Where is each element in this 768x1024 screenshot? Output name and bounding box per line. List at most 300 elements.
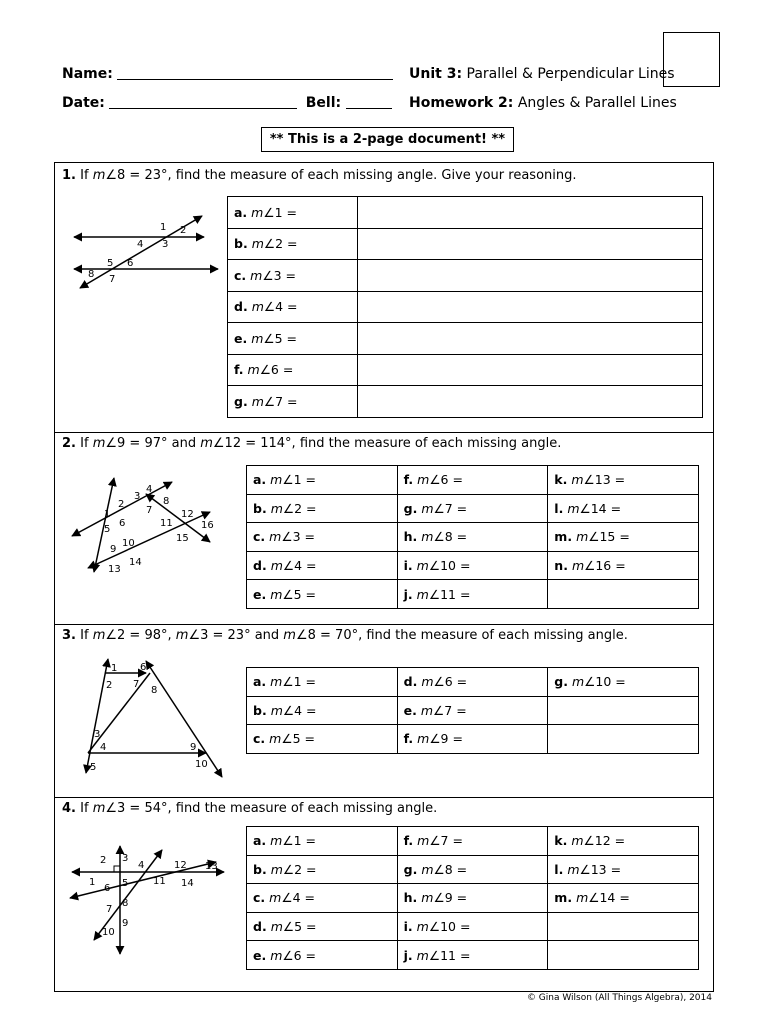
angle-symbol: ∠ — [282, 472, 294, 488]
angle-label: 8 — [88, 269, 95, 280]
measure-m: m — [251, 299, 264, 315]
item-letter: e. — [234, 330, 248, 346]
angle-expression: 4 = — [275, 299, 298, 315]
empty-cell — [548, 941, 699, 970]
item-letter: c. — [253, 890, 266, 906]
measure-m: m — [576, 529, 589, 545]
angle-expression: 10 = — [440, 919, 471, 935]
item-letter: k. — [554, 472, 568, 488]
answer-field[interactable] — [358, 291, 703, 323]
angle-label: 8 — [122, 898, 129, 909]
angle-symbol: ∠ — [282, 919, 295, 935]
item-letter: f. — [403, 833, 414, 849]
measure-m: m — [270, 833, 283, 849]
measure-m: m — [269, 529, 282, 545]
prompt-text: 9 = 97° and — [117, 436, 197, 451]
angle-symbol: ∠ — [282, 558, 295, 574]
angle-symbol: ∠ — [428, 919, 441, 935]
angle-expression: 7 = — [444, 702, 467, 718]
angle-label: 16 — [201, 520, 214, 531]
angle-symbol: ∠ — [584, 558, 596, 574]
item-letter: n. — [554, 558, 568, 574]
table-row — [228, 228, 703, 260]
measure-m: m — [416, 586, 429, 602]
angle-label: 12 — [181, 509, 194, 520]
angle-symbol: ∠ — [263, 204, 275, 220]
angle-label: 4 — [137, 239, 144, 250]
angle-label: 13 — [108, 564, 121, 575]
prompt-text: 3 = 54°, find the measure of each missing angle. — [117, 801, 438, 816]
table-row — [247, 827, 699, 856]
table-row — [247, 551, 699, 580]
angle-label: 13 — [205, 861, 218, 872]
table-row — [247, 696, 699, 725]
angle-expression: 6 = — [444, 674, 468, 690]
answer-field[interactable] — [358, 323, 703, 355]
measure-m: m — [576, 890, 589, 906]
item-letter: i. — [403, 558, 413, 574]
item-letter: d. — [253, 558, 267, 574]
table-row — [247, 725, 699, 754]
measure-m: m — [416, 558, 429, 574]
angle-symbol: ∠ — [583, 472, 595, 488]
angle-symbol: ∠ — [429, 833, 441, 849]
name-field[interactable] — [117, 66, 393, 80]
bell-field[interactable] — [346, 95, 392, 109]
angle-symbol: ∠ — [433, 500, 445, 516]
angle-symbol: ∠ — [188, 628, 201, 643]
angle-expression: 16 = — [595, 558, 626, 574]
answer-cell[interactable] — [397, 855, 548, 884]
angle-label: 11 — [153, 876, 166, 887]
angle-expression: 9 = — [444, 890, 468, 906]
measure-m: m — [247, 362, 260, 378]
angle-expression: 11 = — [440, 947, 471, 963]
measure-m: m — [270, 558, 283, 574]
angle-symbol: ∠ — [263, 299, 276, 315]
angle-label: 8 — [163, 496, 170, 507]
empty-cell — [548, 580, 699, 609]
measure-m: m — [250, 267, 263, 283]
item-letter: m. — [554, 529, 573, 545]
prompt-text: If — [80, 436, 89, 451]
angle-symbol: ∠ — [105, 628, 118, 643]
angle-symbol: ∠ — [282, 947, 294, 963]
question-number: 2. — [62, 436, 76, 451]
measure-m: m — [417, 472, 430, 488]
angle-symbol: ∠ — [282, 702, 295, 718]
measure-m: m — [571, 674, 585, 690]
item-letter: d. — [253, 919, 267, 935]
item-letter: f. — [403, 731, 414, 747]
prompt-text: 2 = 98°, — [117, 628, 172, 643]
q3-figure — [72, 655, 232, 780]
measure-m: m — [416, 919, 429, 935]
angle-symbol: ∠ — [282, 586, 294, 602]
measure-m: m — [251, 204, 264, 220]
angle-label: 8 — [151, 685, 158, 696]
angle-label: 2 — [118, 499, 125, 510]
answer-cell[interactable] — [247, 580, 398, 609]
angle-expression: 3 = — [292, 529, 315, 545]
answer-cell[interactable] — [397, 696, 548, 725]
angle-symbol: ∠ — [263, 236, 276, 252]
angle-label: 10 — [195, 759, 208, 770]
answer-cell[interactable] — [397, 725, 548, 754]
measure-m: m — [270, 947, 283, 963]
angle-symbol: ∠ — [281, 529, 293, 545]
answer-cell[interactable] — [548, 523, 699, 552]
angle-symbol: ∠ — [281, 731, 293, 747]
item-letter: d. — [234, 299, 248, 315]
answer-cell[interactable] — [247, 523, 398, 552]
item-letter: e. — [253, 947, 267, 963]
measure-m: m — [567, 500, 580, 516]
answer-cell[interactable] — [247, 827, 398, 856]
answer-cell[interactable] — [548, 668, 699, 697]
right-angle-mark — [114, 866, 120, 872]
measure-m: m — [251, 393, 264, 409]
answer-cell[interactable] — [397, 494, 548, 523]
answer-cell[interactable] — [397, 941, 548, 970]
angle-label: 9 — [190, 742, 197, 753]
angle-label: 7 — [106, 904, 113, 915]
measure-m: m — [567, 861, 580, 877]
question-4-prompt: 4. If m∠3 = 54°, find the measure of each missing angle. — [62, 801, 438, 816]
angle-label: 14 — [129, 557, 142, 568]
table-row — [247, 466, 699, 495]
answer-cell[interactable] — [397, 668, 548, 697]
answer-cell[interactable] — [397, 551, 548, 580]
angle-symbol: ∠ — [429, 472, 441, 488]
angle-symbol: ∠ — [584, 674, 596, 690]
answer-cell[interactable] — [548, 855, 699, 884]
angle-label: 5 — [107, 258, 114, 269]
item-letter: f. — [234, 362, 244, 378]
table-row — [228, 354, 703, 386]
answer-cell[interactable] — [397, 580, 548, 609]
angle-label: 4 — [138, 860, 145, 871]
answer-label-cell — [228, 228, 358, 260]
answer-label-cell — [228, 291, 358, 323]
angle-expression: 1 = — [274, 204, 297, 220]
angle-expression: 6 = — [293, 947, 317, 963]
unit-title: Parallel & Perpendicular Lines — [466, 66, 675, 82]
angle-label: 6 — [104, 883, 111, 894]
answer-cell[interactable] — [397, 884, 548, 913]
table-row — [228, 197, 703, 229]
unit-row — [409, 66, 675, 82]
question-3-prompt: 3. If m∠2 = 98°, m∠3 = 23° and m∠8 = 70°, find the measure of each missing angle. — [62, 628, 628, 643]
answer-cell[interactable] — [548, 466, 699, 495]
angle-symbol: ∠ — [433, 890, 445, 906]
name-label: Name: — [62, 66, 113, 82]
measure-m: m — [269, 731, 282, 747]
measure-m: m — [251, 236, 264, 252]
item-letter: b. — [253, 861, 267, 877]
table-row — [247, 912, 699, 941]
answer-cell[interactable] — [397, 466, 548, 495]
angle-symbol: ∠ — [579, 500, 591, 516]
angle-symbol: ∠ — [105, 801, 118, 816]
prompt-text: 3 = 23° and — [200, 628, 280, 643]
measure-m: m — [571, 472, 584, 488]
answer-cell[interactable] — [247, 494, 398, 523]
table-row — [228, 260, 703, 292]
answer-field[interactable] — [358, 228, 703, 260]
q1-figure — [60, 210, 220, 300]
angle-symbol: ∠ — [259, 362, 271, 378]
answer-cell[interactable] — [247, 466, 398, 495]
answer-cell[interactable] — [247, 725, 398, 754]
answer-field[interactable] — [358, 386, 703, 418]
item-letter: l. — [554, 861, 564, 877]
q2-figure — [62, 470, 222, 580]
answer-field[interactable] — [358, 260, 703, 292]
item-letter: g. — [403, 861, 418, 877]
prompt-text: 8 = 23°, find the measure of each missing angle. Give your reasoning. — [117, 168, 577, 183]
angle-expression: 14 = — [599, 890, 630, 906]
item-letter: m. — [554, 890, 573, 906]
item-letter: f. — [403, 472, 414, 488]
angle-label: 15 — [176, 533, 189, 544]
angle-expression: 5 = — [293, 586, 317, 602]
item-letter: h. — [403, 890, 418, 906]
q4-answer-table — [246, 826, 699, 970]
angle-expression: 7 = — [444, 500, 468, 516]
measure-m: m — [270, 586, 283, 602]
answer-cell[interactable] — [397, 912, 548, 941]
measure-m: m — [270, 702, 283, 718]
angle-symbol: ∠ — [429, 731, 441, 747]
item-letter: d. — [403, 674, 418, 690]
page-notice: ** This is a 2-page document! ** — [261, 127, 514, 152]
angle-label: 14 — [181, 878, 194, 889]
angle-label: 4 — [100, 742, 107, 753]
angle-symbol: ∠ — [588, 890, 600, 906]
item-letter: l. — [554, 500, 564, 516]
item-letter: g. — [234, 393, 248, 409]
item-letter: b. — [253, 702, 267, 718]
answer-cell[interactable] — [397, 523, 548, 552]
angle-expression: 5 = — [274, 330, 298, 346]
empty-cell — [548, 696, 699, 725]
angle-symbol: ∠ — [428, 947, 441, 963]
item-letter: e. — [403, 702, 417, 718]
angle-symbol: ∠ — [282, 500, 295, 516]
measure-m: m — [571, 558, 585, 574]
answer-cell[interactable] — [247, 912, 398, 941]
table-row — [247, 580, 699, 609]
angle-expression: 3 = — [273, 267, 296, 283]
item-letter: b. — [234, 236, 248, 252]
item-letter: h. — [403, 529, 418, 545]
angle-symbol: ∠ — [433, 861, 445, 877]
question-number: 3. — [62, 628, 76, 643]
angle-label: 3 — [134, 491, 141, 502]
angle-label: 6 — [127, 258, 134, 269]
angle-symbol: ∠ — [433, 674, 445, 690]
angle-expression: 2 = — [294, 500, 317, 516]
angle-symbol: ∠ — [281, 890, 293, 906]
prompt-text: 12 = 114°, find the measure of each missing angle. — [224, 436, 562, 451]
angle-symbol: ∠ — [579, 861, 591, 877]
measure-m: m — [421, 674, 434, 690]
divider-q3-q4 — [54, 797, 714, 798]
measure-m: m — [421, 500, 434, 516]
angle-expression: 4 = — [294, 702, 317, 718]
angle-expression: 7 = — [275, 393, 298, 409]
answer-cell[interactable] — [548, 827, 699, 856]
angle-label: 3 — [122, 853, 129, 864]
left-side — [86, 659, 108, 773]
angle-label: 6 — [119, 518, 126, 529]
angle-symbol: ∠ — [282, 833, 294, 849]
answer-label-cell — [228, 354, 358, 386]
homework-row — [409, 95, 677, 111]
angle-label: 5 — [90, 762, 97, 773]
angle-expression: 1 = — [293, 674, 316, 690]
table-row — [228, 386, 703, 418]
prompt-text: If — [80, 168, 89, 183]
angle-symbol: ∠ — [263, 393, 276, 409]
angle-expression: 5 = — [292, 731, 315, 747]
angle-label: 1 — [89, 877, 96, 888]
measure-m: m — [270, 472, 283, 488]
table-row — [228, 291, 703, 323]
angle-expression: 8 = — [444, 861, 468, 877]
angle-expression: 11 = — [440, 586, 471, 602]
angle-symbol: ∠ — [212, 436, 225, 451]
answer-cell[interactable] — [548, 494, 699, 523]
angle-label: 7 — [133, 679, 140, 690]
divider-q2-q3 — [54, 624, 714, 625]
measure-m: m — [416, 947, 429, 963]
item-letter: g. — [403, 500, 418, 516]
measure-m: m — [270, 861, 283, 877]
angle-symbol: ∠ — [282, 674, 294, 690]
angle-label: 3 — [94, 729, 101, 740]
name-row — [62, 66, 393, 82]
angle-expression: 1 = — [293, 472, 316, 488]
angle-label: 5 — [122, 878, 129, 889]
angle-expression: 10 = — [440, 558, 471, 574]
measure-m: m — [417, 833, 430, 849]
item-letter: g. — [554, 674, 568, 690]
answer-cell[interactable] — [548, 551, 699, 580]
line-lower — [88, 512, 210, 568]
measure-m: m — [420, 702, 434, 718]
answer-cell[interactable] — [247, 696, 398, 725]
answer-label-cell — [228, 197, 358, 229]
answer-label-cell — [228, 323, 358, 355]
measure-m: m — [421, 529, 434, 545]
angle-symbol: ∠ — [263, 330, 275, 346]
date-row — [62, 95, 392, 111]
angle-expression: 13 = — [590, 861, 622, 877]
angle-label: 9 — [110, 544, 117, 555]
angle-expression: 7 = — [440, 833, 463, 849]
item-letter: c. — [234, 267, 247, 283]
angle-expression: 14 = — [590, 500, 622, 516]
answer-cell[interactable] — [247, 668, 398, 697]
angle-expression: 5 = — [294, 919, 317, 935]
question-number: 1. — [62, 168, 76, 183]
angle-label: 7 — [146, 505, 153, 516]
question-1-prompt: 1. If m∠8 = 23°, find the measure of each missing angle. Give your reasoning. — [62, 168, 577, 183]
angle-label: 2 — [100, 855, 107, 866]
angle-symbol: ∠ — [428, 558, 441, 574]
angle-symbol: ∠ — [262, 267, 274, 283]
answer-cell[interactable] — [247, 941, 398, 970]
angle-expression: 13 = — [594, 472, 626, 488]
angle-symbol: ∠ — [295, 628, 308, 643]
copyright: © Gina Wilson (All Things Algebra), 2014 — [526, 993, 712, 1003]
angle-label: 4 — [146, 484, 153, 495]
angle-expression: 2 = — [294, 861, 317, 877]
date-label: Date: — [62, 95, 105, 111]
measure-m: m — [417, 731, 430, 747]
question-2-prompt: 2. If m∠9 = 97° and m∠12 = 114°, find the measure of each missing angle. — [62, 436, 562, 451]
answer-label-cell — [228, 386, 358, 418]
angle-symbol: ∠ — [583, 833, 595, 849]
bell-label: Bell: — [305, 95, 342, 111]
measure-m: m — [269, 890, 282, 906]
item-letter: k. — [554, 833, 568, 849]
angle-expression: 1 = — [293, 833, 316, 849]
answer-cell[interactable] — [247, 551, 398, 580]
angle-symbol: ∠ — [105, 168, 118, 183]
angle-symbol: ∠ — [105, 436, 118, 451]
answer-field[interactable] — [358, 197, 703, 229]
angle-label: 3 — [162, 239, 169, 250]
angle-label: 9 — [122, 918, 129, 929]
angle-symbol: ∠ — [433, 529, 445, 545]
angle-expression: 15 = — [599, 529, 630, 545]
table-row — [247, 668, 699, 697]
angle-label: 1 — [111, 663, 118, 674]
item-letter: e. — [253, 586, 267, 602]
item-letter: c. — [253, 529, 266, 545]
angle-label: 1 — [160, 222, 167, 233]
measure-m: m — [251, 330, 264, 346]
answer-cell[interactable] — [548, 884, 699, 913]
item-letter: j. — [403, 586, 413, 602]
angle-expression: 4 = — [294, 558, 317, 574]
measure-m: m — [571, 833, 584, 849]
measure-m: m — [421, 890, 434, 906]
q3-answer-table — [246, 667, 699, 754]
answer-cell[interactable] — [247, 855, 398, 884]
angle-label: 1 — [104, 509, 111, 520]
item-letter: a. — [253, 472, 267, 488]
angle-label: 7 — [109, 274, 116, 285]
date-field[interactable] — [109, 95, 297, 109]
angle-expression: 9 = — [440, 731, 463, 747]
item-letter: b. — [253, 500, 267, 516]
item-letter: a. — [253, 833, 267, 849]
angle-expression: 4 = — [292, 890, 315, 906]
table-row — [228, 323, 703, 355]
answer-cell[interactable] — [247, 884, 398, 913]
answer-field[interactable] — [358, 354, 703, 386]
unit-label: Unit 3: — [409, 66, 463, 82]
angle-symbol: ∠ — [282, 861, 295, 877]
homework-label: Homework 2: — [409, 95, 514, 111]
angle-expression: 6 = — [270, 362, 294, 378]
prompt-text: If — [80, 628, 89, 643]
answer-cell[interactable] — [397, 827, 548, 856]
